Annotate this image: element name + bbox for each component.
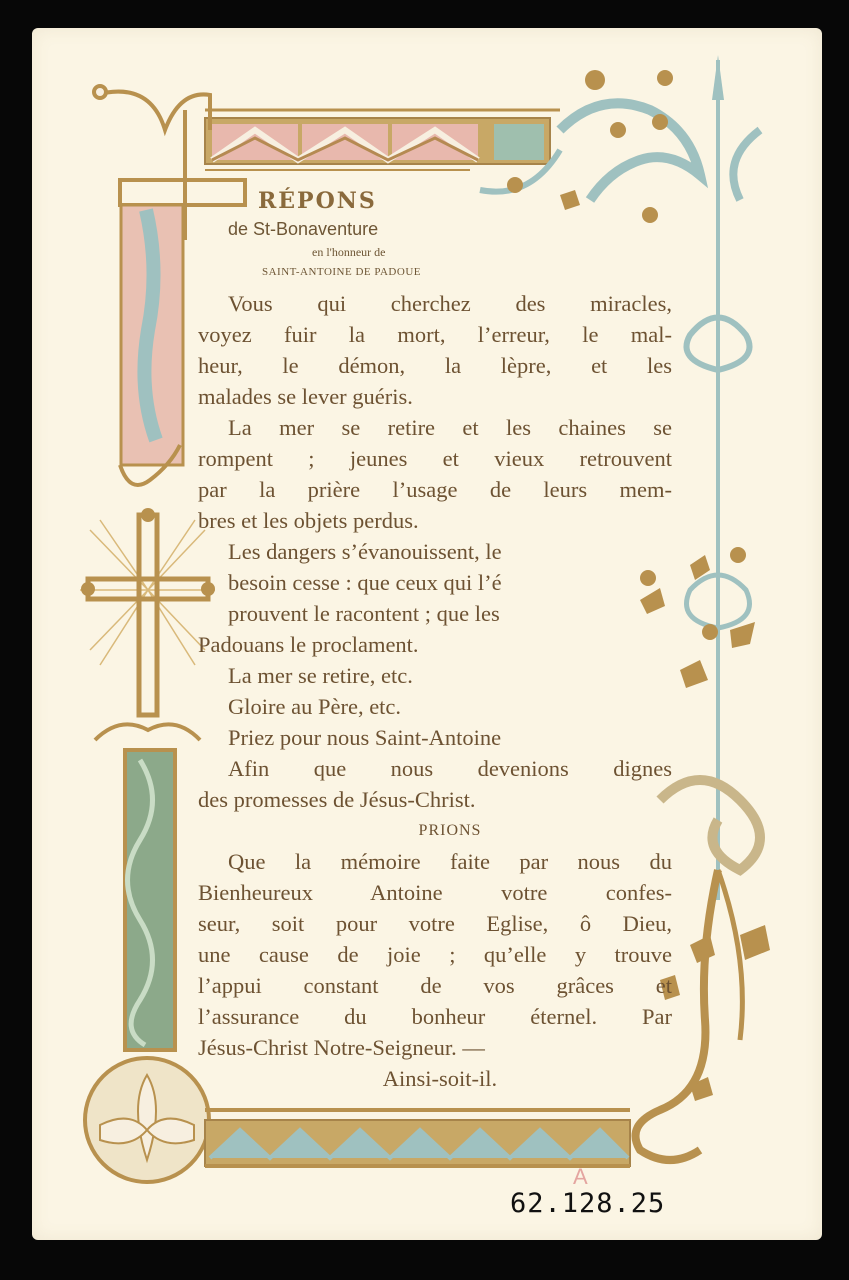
text-line: l’assurance du bonheur éternel. Par — [198, 1004, 672, 1029]
text-line: une cause de joie ; qu’elle y trouve — [198, 942, 672, 967]
text-line: Vous qui cherchez des miracles, — [228, 291, 672, 316]
top-frieze — [205, 110, 560, 170]
text-line: Jésus-Christ Notre-Seigneur. — — [198, 1035, 485, 1060]
left-column-upper — [120, 205, 183, 485]
text-line: des promesses de Jésus-Christ. — [198, 787, 476, 812]
text-line: prouvent le racontent ; que les — [228, 601, 500, 626]
red-mark: A — [573, 1164, 588, 1189]
text-line: Padouans le proclament. — [198, 632, 419, 657]
text-line: malades se lever guéris. — [198, 384, 413, 409]
text-line: heur, le démon, la lèpre, et les — [198, 353, 672, 378]
text-line: l’appui constant de vos grâces et — [198, 973, 672, 998]
text-line: besoin cesse : que ceux qui l’é — [228, 570, 502, 595]
cross-icon — [80, 508, 215, 715]
text-line: par la prière l’usage de leurs mem- — [198, 477, 672, 502]
closing-amen: Ainsi-soit-il. — [382, 1066, 498, 1091]
card-subtitle-dedication: en l'honneur de — [312, 245, 386, 259]
text-line: seur, soit pour votre Eglise, ô Dieu, — [198, 911, 672, 936]
text-line: Priez pour nous Saint-Antoine — [228, 725, 502, 750]
text-line: rompent ; jeunes et vieux retrouvent — [198, 446, 672, 471]
text-line: Bienheureux Antoine votre confes- — [198, 880, 672, 905]
prions-heading: PRIONS — [418, 822, 482, 839]
card-title: RÉPONS — [258, 188, 377, 214]
text-line: Que la mémoire faite par nous du — [228, 849, 672, 874]
card-subtitle-saint: SAINT-ANTOINE DE PADOUE — [262, 266, 421, 278]
fleur-de-lis-icon — [85, 1058, 209, 1182]
prayer-text — [198, 288, 672, 1094]
text-line: voyez fuir la mort, l’erreur, le mal- — [198, 322, 672, 347]
catalog-number: 62.128.25 — [510, 1188, 666, 1219]
text-line: Les dangers s’évanouissent, le — [228, 539, 502, 564]
text-line: bres et les objets perdus. — [198, 508, 419, 533]
left-column-lower — [95, 724, 200, 1050]
bottom-frieze — [205, 1110, 630, 1166]
text-line: La mer se retire et les chaines se — [228, 415, 672, 440]
text-line: Gloire au Père, etc. — [228, 694, 402, 719]
text-line: La mer se retire, etc. — [228, 663, 413, 688]
card-subtitle-author: de St-Bonaventure — [228, 219, 379, 239]
text-line: Afin que nous devenions dignes — [228, 756, 672, 781]
